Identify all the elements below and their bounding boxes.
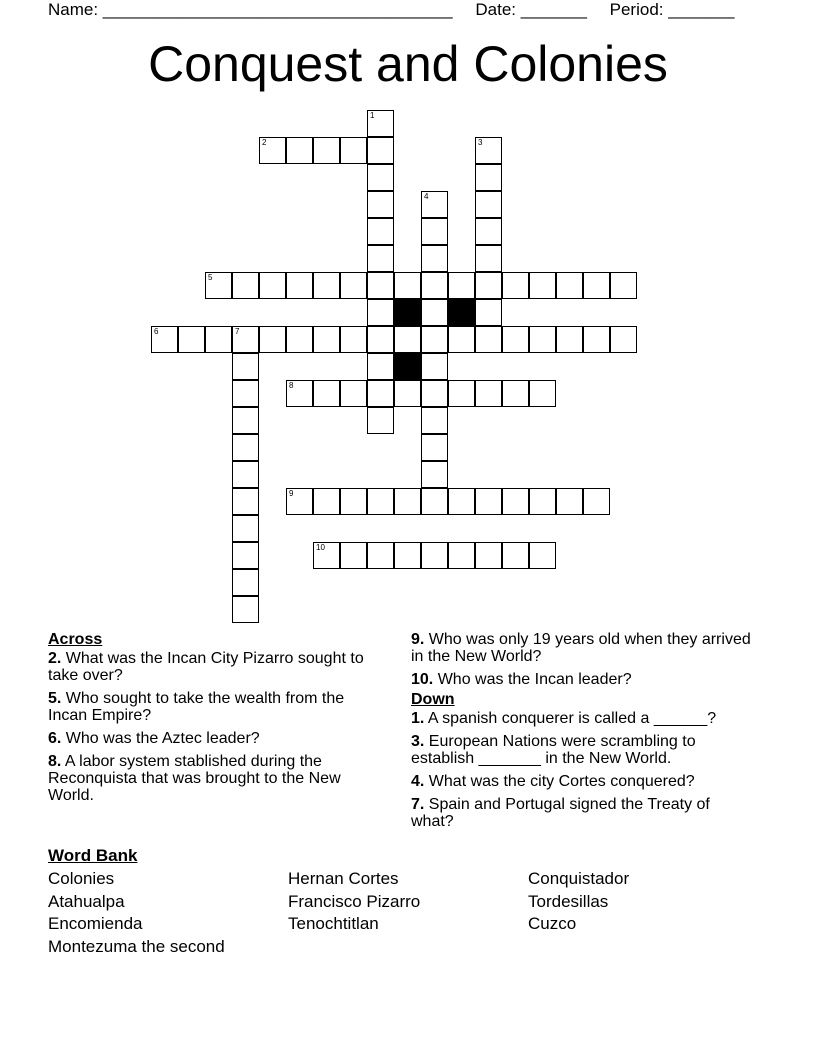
period-field[interactable]: Period: _______ <box>609 0 735 19</box>
grid-cell[interactable] <box>232 380 259 407</box>
grid-cell[interactable] <box>367 488 394 515</box>
grid-cell[interactable] <box>583 488 610 515</box>
grid-cell[interactable] <box>421 353 448 380</box>
grid-cell[interactable] <box>340 488 367 515</box>
grid-cell[interactable] <box>232 569 259 596</box>
grid-cell[interactable] <box>475 164 502 191</box>
grid-cell[interactable] <box>394 272 421 299</box>
grid-cell[interactable] <box>313 542 340 569</box>
grid-cell[interactable] <box>367 542 394 569</box>
word-bank-title: Word Bank <box>48 846 138 865</box>
clue-number: 1 <box>370 111 375 120</box>
grid-cell[interactable] <box>232 488 259 515</box>
grid-cell[interactable] <box>610 272 637 299</box>
grid-cell[interactable] <box>502 488 529 515</box>
clue-down-3: 3. European Nations were scrambling to establish _______ in the New World. <box>411 733 696 767</box>
grid-cell[interactable] <box>529 542 556 569</box>
grid-cell[interactable] <box>313 137 340 164</box>
grid-cell[interactable] <box>583 272 610 299</box>
grid-cell[interactable] <box>421 191 448 218</box>
grid-cell[interactable] <box>367 299 394 326</box>
grid-cell[interactable] <box>259 137 286 164</box>
grid-cell[interactable] <box>178 326 205 353</box>
grid-cell[interactable] <box>421 542 448 569</box>
clue-number: 9 <box>289 489 294 498</box>
grid-cell[interactable] <box>232 326 259 353</box>
grid-cell[interactable] <box>421 218 448 245</box>
word-bank-item: Tenochtitlan <box>288 914 379 933</box>
grid-cell[interactable] <box>448 488 475 515</box>
grid-cell[interactable] <box>475 245 502 272</box>
grid-cell[interactable] <box>421 272 448 299</box>
grid-cell[interactable] <box>421 488 448 515</box>
word-bank-item: Tordesillas <box>528 892 609 911</box>
grid-cell[interactable] <box>421 434 448 461</box>
grid-cell[interactable] <box>367 164 394 191</box>
grid-cell[interactable] <box>421 326 448 353</box>
grid-cell[interactable] <box>367 110 394 137</box>
grid-cell[interactable] <box>421 461 448 488</box>
grid-cell[interactable] <box>367 407 394 434</box>
grid-cell[interactable] <box>367 191 394 218</box>
grid-cell[interactable] <box>340 326 367 353</box>
grid-cell[interactable] <box>502 326 529 353</box>
grid-cell[interactable] <box>367 326 394 353</box>
grid-cell[interactable] <box>475 218 502 245</box>
clue-number: 2 <box>262 138 267 147</box>
clue-down-4: 4. What was the city Cortes conquered? <box>411 773 695 790</box>
grid-cell[interactable] <box>475 191 502 218</box>
word-bank-item: Hernan Cortes <box>288 869 399 888</box>
grid-cell[interactable] <box>367 137 394 164</box>
grid-cell[interactable] <box>556 326 583 353</box>
grid-cell[interactable] <box>421 380 448 407</box>
clue-across-10: 10. Who was the Incan leader? <box>411 671 632 688</box>
grid-cell[interactable] <box>205 272 232 299</box>
grid-cell[interactable] <box>232 353 259 380</box>
grid-cell[interactable] <box>448 542 475 569</box>
grid-cell[interactable] <box>529 326 556 353</box>
word-bank-item: Encomienda <box>48 914 143 933</box>
grid-cell[interactable] <box>232 461 259 488</box>
clue-number: 8 <box>289 381 294 390</box>
grid-cell[interactable] <box>286 488 313 515</box>
grid-cell[interactable] <box>394 488 421 515</box>
black-cell <box>394 353 421 380</box>
word-bank-item: Colonies <box>48 869 115 888</box>
clue-number: 10 <box>316 543 325 552</box>
clue-number: 4 <box>424 192 429 201</box>
grid-cell[interactable] <box>610 326 637 353</box>
clue-across-8: 8. A labor system stablished during the Reconquista that was brought to the New World. <box>48 753 341 804</box>
grid-cell[interactable] <box>394 380 421 407</box>
grid-cell[interactable] <box>556 488 583 515</box>
grid-cell[interactable] <box>448 326 475 353</box>
grid-cell[interactable] <box>394 326 421 353</box>
clue-number: 7 <box>235 327 240 336</box>
grid-cell[interactable] <box>475 542 502 569</box>
word-bank-item: Atahualpa <box>48 892 125 911</box>
grid-cell[interactable] <box>232 596 259 623</box>
clue-down-7: 7. Spain and Portugal signed the Treaty of what? <box>411 796 710 830</box>
clue-down-1: 1. A spanish conquerer is called a ______? <box>411 710 717 727</box>
grid-cell[interactable] <box>475 272 502 299</box>
clue-number: 5 <box>208 273 213 282</box>
grid-cell[interactable] <box>475 488 502 515</box>
clue-number: 6 <box>154 327 159 336</box>
name-field[interactable]: Name: _____________________________________ <box>48 0 453 19</box>
grid-cell[interactable] <box>448 272 475 299</box>
date-field[interactable]: Date: _______ <box>475 0 587 19</box>
black-cell <box>394 299 421 326</box>
grid-cell[interactable] <box>313 272 340 299</box>
grid-cell[interactable] <box>367 245 394 272</box>
student-info-header <box>48 0 734 20</box>
down-heading: Down <box>411 691 455 708</box>
grid-cell[interactable] <box>502 380 529 407</box>
grid-cell[interactable] <box>394 542 421 569</box>
grid-cell[interactable] <box>340 272 367 299</box>
grid-cell[interactable] <box>286 137 313 164</box>
grid-cell[interactable] <box>475 380 502 407</box>
grid-cell[interactable] <box>529 488 556 515</box>
grid-cell[interactable] <box>367 272 394 299</box>
grid-cell[interactable] <box>313 380 340 407</box>
grid-cell[interactable] <box>286 380 313 407</box>
grid-cell[interactable] <box>340 137 367 164</box>
grid-cell[interactable] <box>367 353 394 380</box>
grid-cell[interactable] <box>529 380 556 407</box>
grid-cell[interactable] <box>340 542 367 569</box>
grid-cell[interactable] <box>475 299 502 326</box>
clue-number: 3 <box>478 138 483 147</box>
grid-cell[interactable] <box>259 272 286 299</box>
grid-cell[interactable] <box>367 218 394 245</box>
grid-cell[interactable] <box>232 272 259 299</box>
page-title: Conquest and Colonies <box>148 36 668 92</box>
grid-cell[interactable] <box>475 326 502 353</box>
clue-across-9: 9. Who was only 19 years old when they arrived in the New World? <box>411 631 751 665</box>
grid-cell[interactable] <box>448 380 475 407</box>
grid-cell[interactable] <box>151 326 178 353</box>
word-bank-item: Francisco Pizarro <box>288 892 421 911</box>
grid-cell[interactable] <box>286 326 313 353</box>
grid-cell[interactable] <box>421 245 448 272</box>
grid-cell[interactable] <box>421 299 448 326</box>
grid-cell[interactable] <box>232 407 259 434</box>
grid-cell[interactable] <box>232 542 259 569</box>
grid-cell[interactable] <box>313 488 340 515</box>
clue-across-5: 5. Who sought to take the wealth from the Incan Empire? <box>48 690 345 724</box>
grid-cell[interactable] <box>232 434 259 461</box>
word-bank-item: Montezuma the second <box>48 937 225 956</box>
grid-cell[interactable] <box>313 326 340 353</box>
grid-cell[interactable] <box>205 326 232 353</box>
grid-cell[interactable] <box>367 380 394 407</box>
clue-across-6: 6. Who was the Aztec leader? <box>48 730 260 747</box>
grid-cell[interactable] <box>502 272 529 299</box>
grid-cell[interactable] <box>583 326 610 353</box>
grid-cell[interactable] <box>421 407 448 434</box>
grid-cell[interactable] <box>502 542 529 569</box>
grid-cell[interactable] <box>286 272 313 299</box>
across-clues <box>48 631 378 810</box>
grid-cell[interactable] <box>556 272 583 299</box>
word-bank-item: Cuzco <box>528 914 577 933</box>
black-cell <box>448 299 475 326</box>
across-heading: Across <box>48 631 103 648</box>
clue-across-2: 2. What was the Incan City Pizarro sought to take over? <box>48 650 364 684</box>
grid-cell[interactable] <box>340 380 367 407</box>
word-bank-item: Conquistador <box>528 869 630 888</box>
more-clues <box>411 631 756 836</box>
grid-cell[interactable] <box>259 326 286 353</box>
grid-cell[interactable] <box>529 272 556 299</box>
grid-cell[interactable] <box>475 137 502 164</box>
grid-cell[interactable] <box>232 515 259 542</box>
